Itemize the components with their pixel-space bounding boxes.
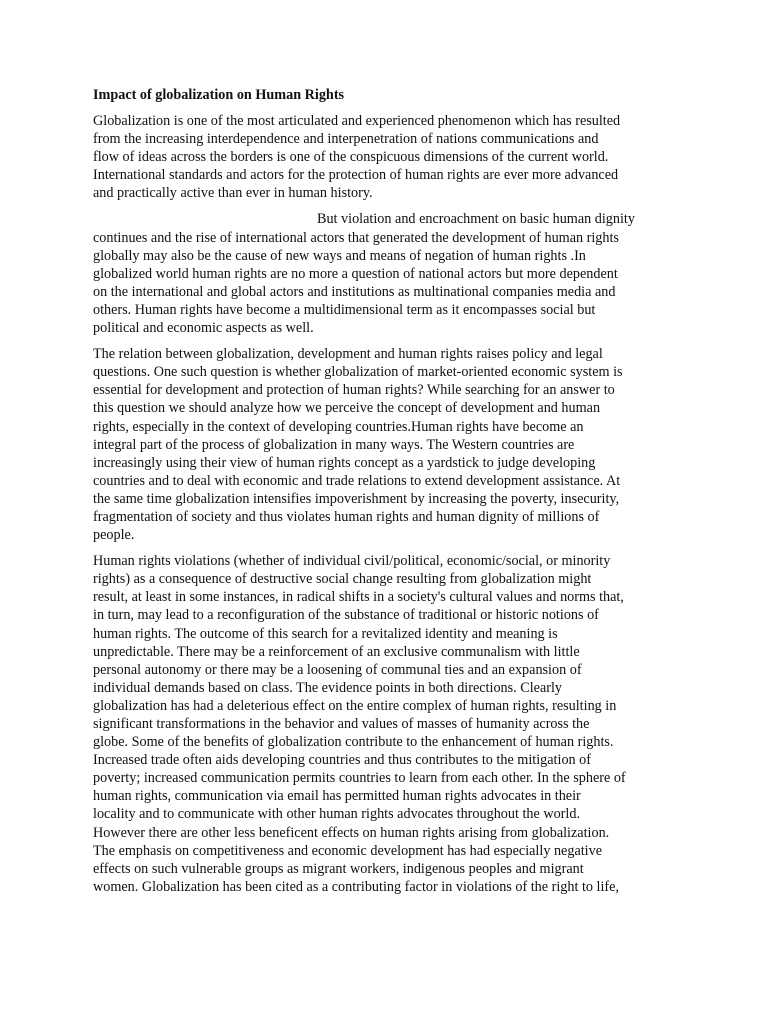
text-line: the same time globalization intensifies impoverishment by increasing the poverty, insecurity, xyxy=(93,490,620,507)
text-line: people. xyxy=(93,527,135,544)
text-line: flow of ideas across the borders is one of the conspicuous dimensions of the current world. xyxy=(93,149,609,166)
text-line: effects on such vulnerable groups as migrant workers, indigenous peoples and migrant xyxy=(93,860,584,877)
text-line: and practically active than ever in human history. xyxy=(93,185,373,202)
text-line: poverty; increased communication permits countries to learn from each other. In the sphere of xyxy=(93,770,626,787)
text-line: personal autonomy or there may be a loosening of communal ties and an expansion of xyxy=(93,661,582,678)
text-line: globe. Some of the benefits of globalization contribute to the enhancement of human rights. xyxy=(93,734,614,751)
text-line: International standards and actors for the protection of human rights are ever more advanced xyxy=(93,167,619,184)
text-line: Globalization is one of the most articulated and experienced phenomenon which has resulted xyxy=(93,113,621,129)
paragraph-4 xyxy=(93,552,672,896)
paragraph-2 xyxy=(93,210,672,337)
text-line: rights) as a consequence of destructive social change resulting from globalization might xyxy=(93,571,592,588)
text-line: essential for development and protection of human rights? While searching for an answer to xyxy=(93,382,615,399)
text-line: questions. One such question is whether globalization of market-oriented economic system is xyxy=(93,364,623,381)
text-line: locality and to communicate with other human rights advocates throughout the world. xyxy=(93,806,580,823)
text-line: globally may also be the cause of new ways and means of negation of human rights .In xyxy=(93,247,586,264)
paragraph-1 xyxy=(93,112,672,202)
text-line: this question we should analyze how we perceive the concept of development and human xyxy=(93,400,601,417)
paragraph-3 xyxy=(93,345,672,544)
text-line: on the international and global actors and institutions as multinational companies media and xyxy=(93,283,616,300)
text-line: increasingly using their view of human rights concept as a yardstick to judge developing xyxy=(93,454,596,471)
text-line: fragmentation of society and thus violates human rights and human dignity of millions of xyxy=(93,508,600,525)
text-line: human rights. The outcome of this search for a revitalized identity and meaning is xyxy=(93,625,558,642)
text-line: But violation and encroachment on basic human dignity xyxy=(317,211,635,228)
text-line: rights, especially in the context of developing countries.Human rights have become an xyxy=(93,418,584,435)
text-line: The relation between globalization, development and human rights raises policy and legal xyxy=(93,346,603,363)
document-title: Impact of globalization on Human Rights xyxy=(93,87,345,103)
text-line: others. Human rights have become a multidimensional term as it encompasses social but xyxy=(93,301,596,318)
text-line: integral part of the process of globalization in many ways. The Western countries are xyxy=(93,436,575,453)
text-line: Increased trade often aids developing countries and thus contributes to the mitigation of xyxy=(93,752,591,769)
text-line: globalized world human rights are no more a question of national actors but more dependent xyxy=(93,265,618,282)
text-line: political and economic aspects as well. xyxy=(93,320,314,337)
text-line: from the increasing interdependence and interpenetration of nations communications and xyxy=(93,131,599,148)
text-line: countries and to deal with economic and trade relations to extend development assistance. At xyxy=(93,472,621,489)
text-line: result, at least in some instances, in radical shifts in a society's cultural values and norms that, xyxy=(93,589,624,606)
text-line: However there are other less beneficent effects on human rights arising from globalization. xyxy=(93,824,610,841)
text-line: Human rights violations (whether of individual civil/political, economic/social, or minority xyxy=(93,553,611,570)
text-line: in turn, may lead to a reconfiguration of the substance of traditional or historic notions of xyxy=(93,607,599,624)
text-line: unpredictable. There may be a reinforcement of an exclusive communalism with little xyxy=(93,643,580,660)
text-line: women. Globalization has been cited as a contributing factor in violations of the right to life, xyxy=(93,878,619,895)
text-line: The emphasis on competitiveness and economic development has had especially negative xyxy=(93,842,603,859)
text-line: significant transformations in the behavior and values of masses of humanity across the xyxy=(93,716,590,732)
text-line: globalization has had a deleterious effect on the entire complex of human rights, resulting in xyxy=(93,697,617,714)
text-line: individual demands based on class. The evidence points in both directions. Clearly xyxy=(93,679,563,696)
text-line: continues and the rise of international actors that generated the development of human rights xyxy=(93,229,619,246)
text-line: human rights, communication via email has permitted human rights advocates in their xyxy=(93,788,581,805)
